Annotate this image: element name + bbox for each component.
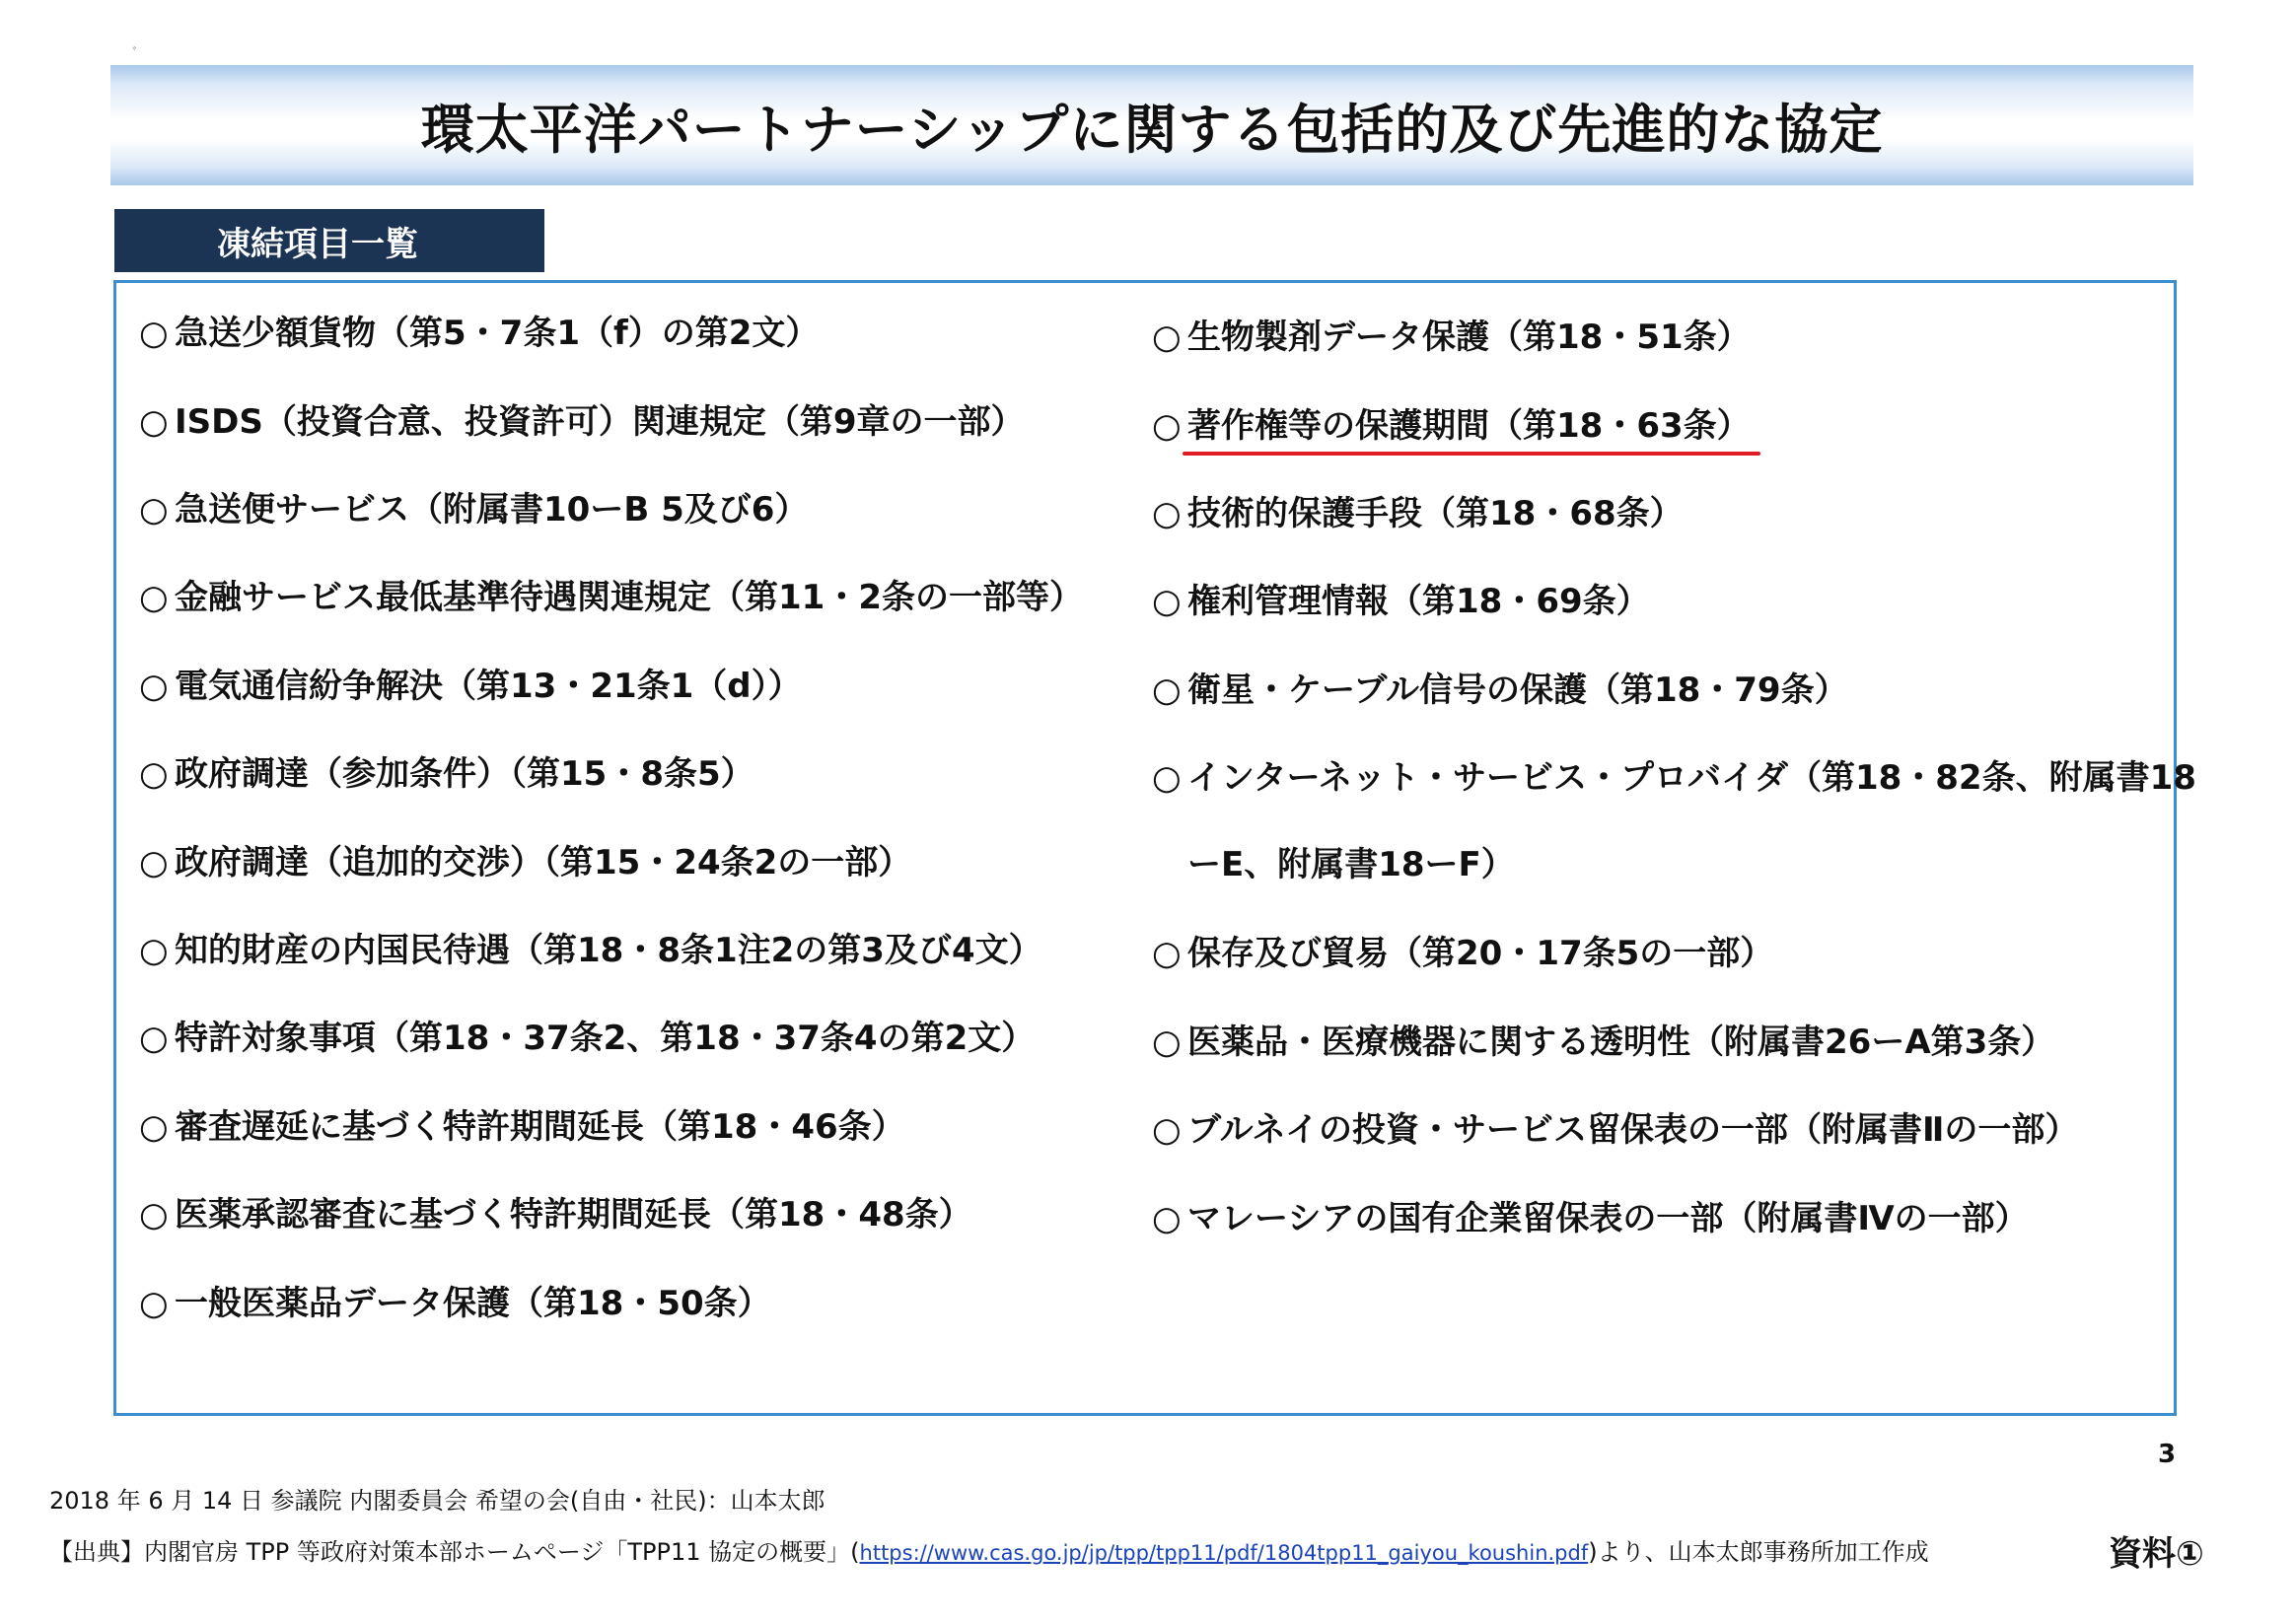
bullet-icon: ○ bbox=[1152, 318, 1182, 357]
list-item-text: 技術的保護手段（第18・68条） bbox=[1187, 494, 1684, 533]
source-suffix: )より、山本太郎事務所加工作成 bbox=[1588, 1538, 1929, 1566]
bullet-icon: ○ bbox=[139, 1019, 169, 1058]
list-item bbox=[1152, 1021, 2054, 1064]
bullet-icon: ○ bbox=[1152, 934, 1182, 973]
bullet-icon: ○ bbox=[139, 843, 169, 882]
list-item-text: ブルネイの投資・サービス留保表の一部（附属書Ⅱの一部） bbox=[1187, 1110, 2079, 1150]
list-item bbox=[139, 400, 1025, 444]
list-item-highlighted bbox=[1152, 404, 1751, 448]
page-number: 3 bbox=[2158, 1440, 2177, 1469]
source-link[interactable]: https://www.cas.go.jp/jp/tpp/tpp11/pdf/1804tpp11_gaiyou_koushin.pdf bbox=[859, 1541, 1589, 1565]
list-item-text: 審査遅延に基づく特許期間延長（第18・46条） bbox=[175, 1107, 905, 1147]
list-item-text: 医薬承認審査に基づく特許期間延長（第18・48条） bbox=[175, 1195, 972, 1235]
list-item bbox=[139, 665, 802, 708]
bullet-icon: ○ bbox=[1152, 670, 1182, 710]
list-item-text: 急送便サービス（附属書10ーB 5及び6） bbox=[175, 490, 809, 529]
red-underline-highlight bbox=[1183, 452, 1760, 456]
list-item-text: 急送少額貨物（第5・7条1（f）の第2文） bbox=[175, 314, 820, 353]
list-item-text: 政府調達（追加的交渉）（第15・24条2の一部） bbox=[175, 843, 912, 882]
list-item bbox=[1152, 932, 1773, 975]
list-item-text: 電気通信紛争解決（第13・21条1（d）） bbox=[175, 667, 802, 706]
list-item bbox=[139, 1282, 771, 1325]
bullet-icon: ○ bbox=[1152, 1199, 1182, 1238]
list-item-text: ーE、附属書18ーF） bbox=[1187, 845, 1515, 884]
list-item bbox=[1152, 756, 2196, 800]
list-item bbox=[1152, 1197, 2029, 1240]
bullet-icon: ○ bbox=[139, 578, 169, 617]
page-title: 環太平洋パートナーシップに関する包括的及び先進的な協定 bbox=[420, 98, 1884, 161]
list-item bbox=[1152, 492, 1684, 535]
list-item-text: 政府調達（参加条件）（第15・8条5） bbox=[175, 754, 754, 794]
list-item bbox=[1152, 580, 1650, 623]
bullet-icon: ○ bbox=[139, 754, 169, 794]
list-item bbox=[139, 752, 754, 796]
list-item bbox=[139, 312, 819, 355]
list-item bbox=[139, 929, 1042, 972]
bullet-icon: ○ bbox=[1152, 494, 1182, 533]
list-item bbox=[1152, 316, 1751, 359]
list-item bbox=[139, 576, 1083, 619]
footer-source-line bbox=[49, 1532, 1929, 1567]
list-item-text: 保存及び貿易（第20・17条5の一部） bbox=[1187, 934, 1774, 973]
list-item-text: 特許対象事項（第18・37条2、第18・37条4の第2文） bbox=[175, 1019, 1036, 1058]
list-item-text: 一般医薬品データ保護（第18・50条） bbox=[175, 1284, 771, 1323]
section-label: 凍結項目一覧 bbox=[217, 224, 418, 264]
list-item bbox=[1152, 1108, 2078, 1152]
list-item bbox=[139, 1193, 972, 1236]
scan-mark: ﾞ bbox=[132, 46, 139, 62]
document-label: 資料① bbox=[2109, 1534, 2204, 1574]
list-item bbox=[139, 1105, 905, 1149]
bullet-icon: ○ bbox=[1152, 406, 1182, 446]
bullet-icon: ○ bbox=[139, 314, 169, 353]
bullet-icon: ○ bbox=[1152, 1110, 1182, 1150]
bullet-icon: ○ bbox=[1152, 582, 1182, 621]
bullet-icon: ○ bbox=[139, 490, 169, 529]
list-item-text: 医薬品・医療機器に関する透明性（附属書26ーA第3条） bbox=[1187, 1023, 2055, 1062]
list-item-text: ISDS（投資合意、投資許可）関連規定（第9章の一部） bbox=[175, 402, 1025, 442]
list-item-text: インターネット・サービス・プロバイダ（第18・82条、附属書18 bbox=[1187, 758, 2196, 798]
list-item bbox=[139, 1017, 1035, 1060]
list-item-text: マレーシアの国有企業留保表の一部（附属書Ⅳの一部） bbox=[1187, 1199, 2029, 1238]
section-tab bbox=[114, 209, 544, 272]
list-item bbox=[139, 488, 808, 531]
list-item-text: 生物製剤データ保護（第18・51条） bbox=[1187, 318, 1751, 357]
bullet-icon: ○ bbox=[139, 1284, 169, 1323]
list-item-text: 金融サービス最低基準待遇関連規定（第11・2条の一部等） bbox=[175, 578, 1083, 617]
bullet-icon: ○ bbox=[139, 402, 169, 442]
bullet-icon: ○ bbox=[139, 1195, 169, 1235]
list-item-continuation bbox=[1152, 843, 1515, 886]
bullet-icon: ○ bbox=[1152, 758, 1182, 798]
list-item bbox=[139, 841, 911, 884]
bullet-icon: ○ bbox=[139, 667, 169, 706]
source-prefix: 【出典】内閣官房 TPP 等政府対策本部ホームページ「TPP11 協定の概要」( bbox=[49, 1538, 860, 1566]
bullet-icon: ○ bbox=[139, 1107, 169, 1147]
list-item-text: 衛星・ケーブル信号の保護（第18・79条） bbox=[1187, 670, 1848, 710]
list-item bbox=[1152, 669, 1848, 712]
frozen-items-box bbox=[113, 280, 2196, 1416]
title-banner bbox=[110, 65, 2193, 185]
footer-date-line: 2018 年 6 月 14 日 参議院 内閣委員会 希望の会(自由・社民)：山本太郎 bbox=[49, 1487, 825, 1515]
bullet-icon: ○ bbox=[1152, 1023, 1182, 1062]
list-item-text: 著作権等の保護期間（第18・63条） bbox=[1187, 406, 1751, 446]
bullet-icon: ○ bbox=[139, 931, 169, 970]
list-item-text: 知的財産の内国民待遇（第18・8条1注2の第3及び4文） bbox=[175, 931, 1042, 970]
list-item-text: 権利管理情報（第18・69条） bbox=[1187, 582, 1650, 621]
